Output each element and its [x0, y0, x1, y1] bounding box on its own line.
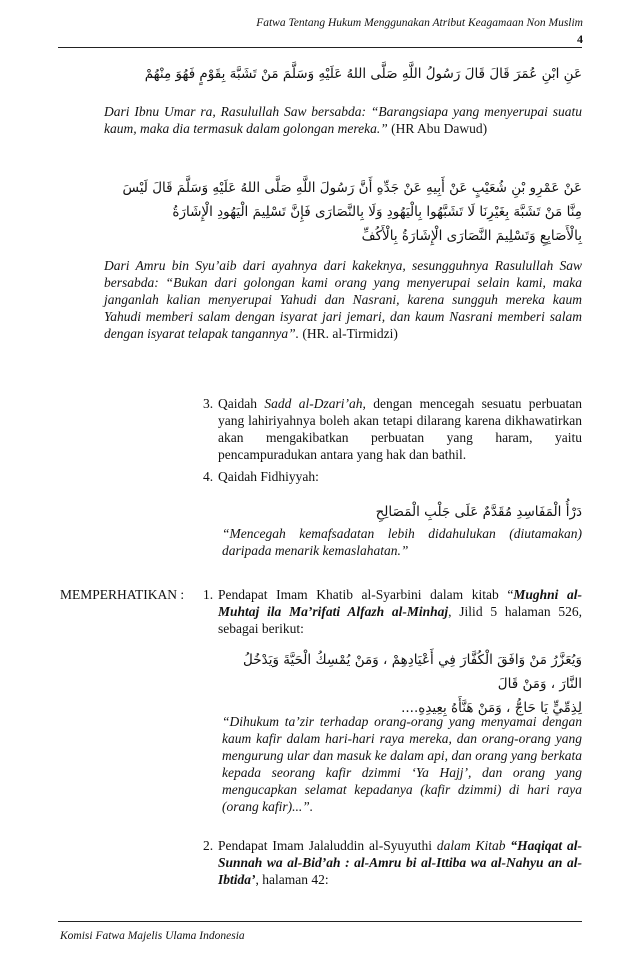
item-3-lead: Qaidah	[218, 396, 265, 411]
item-3-body: dengan mencegah sesuatu perbuatan yang lahiriyahnya boleh akan tetapi dilarang karena dikhawatirkan akan mengakibatkan perbuatan yang haram, yaitu pencampuradukan antara yang hak dan bathil.	[218, 396, 583, 462]
qaidah-arabic: دَرْأُ الْمَفَاسِدِ مُقَدَّمٌ عَلَى جَلْبِ الْمَصَالِحِ	[375, 504, 582, 520]
hadith-2-arabic	[100, 176, 582, 248]
hadith-1-translation-text: Dari Ibnu Umar ra, Rasulullah Saw bersabda: “Barangsiapa yang menyerupai suatu kaum, maka dia termasuk dalam golongan mereka.”	[104, 104, 582, 136]
item-1-body: , Jilid 5 halaman 526, sebagai berikut:	[218, 604, 582, 636]
hadith-2-arabic-line: بِالْأَصَابِعِ وَتَسْلِيمَ النَّصَارَى الْإِشَارَةُ بِالْأَكُفِّ	[361, 228, 582, 244]
footer-text: Komisi Fatwa Majelis Ulama Indonesia	[60, 930, 245, 942]
item-3-term: Sadd al-Dzari’ah,	[264, 396, 366, 411]
memperhatikan-item-2-number: 2.	[203, 838, 214, 853]
syarbini-arabic	[218, 648, 582, 720]
item-2-lead: Pendapat Imam Jalaluddin al-Syuyuthi	[218, 838, 437, 853]
header-rule	[58, 47, 582, 48]
item-2-lead-italic: dalam Kitab	[436, 838, 506, 853]
running-header: Fatwa Tentang Hukum Menggunakan Atribut Keagamaan Non Muslim	[256, 17, 583, 29]
item-2-body: , halaman 42:	[255, 872, 329, 887]
syarbini-translation: “Dihukum ta’zir terhadap orang-orang yang menyamai dengan kaum kafir dalam hari-hari raya mereka, dan orang-orang yang mengurung ular dan masuk ke dalam api, dan orang yang berkata kepada seorang kafir dzimmi ‘Ya Hajj’, dan orang yang mengucapkan selamat kepadanya (kafir dzimmi) di hari raya (orang kafir)...”.	[222, 714, 582, 814]
item-2-book-title: “Haqiqat al-Sunnah wa al-Bid’ah : al-Amru bi al-Ittiba wa al-Nahyu an al-Ibtida’	[218, 838, 582, 887]
item-1-lead: Pendapat Imam Khatib al-Syarbini dalam kitab “	[218, 587, 514, 602]
section-label-memperhatikan: MEMPERHATIKAN :	[60, 587, 185, 602]
item-4-number: 4.	[203, 469, 214, 484]
syarbini-arabic-line: وَيُعَزَّرُ مَنْ وَافَقَ الْكُفَّارَ فِي أَعْيَادِهِمْ ، وَمَنْ يُمْسِكُ الْحَيَّةَ وَيَدْخُلُ النَّارَ ، وَمَنْ قَالَ	[243, 652, 582, 692]
memperhatikan-item-1-text	[218, 586, 582, 637]
memperhatikan-item-1-number: 1.	[203, 587, 214, 602]
hadith-1-source: (HR Abu Dawud)	[387, 121, 488, 136]
syarbini-arabic-line: لِذِمِّيٍّ يَا حَاجُّ ، وَمَنْ هَنَّأَهُ بِعِيدِهِ....	[401, 700, 582, 716]
hadith-2-translation	[104, 257, 582, 342]
hadith-2-translation-text: Dari Amru bin Syu’aib dari ayahnya dari kakeknya, sesungguhnya Rasulullah Saw bersabda: “Bukan dari golongan kami orang yang menyerupai selain kami, maka janganlah kalian menyerupai Yahudi dan Nasrani, karena sungguh mereka kaum Yahudi memberi salam dengan isyarat jari jemari, dan kaum Nasrani memberi salam dengan isyarat telapak tangannya”.	[104, 258, 582, 341]
hadith-2-source: (HR. al-Tirmidzi)	[298, 326, 398, 341]
item-4-text: Qaidah Fidhiyyah:	[218, 469, 319, 484]
item-3-text	[218, 395, 582, 463]
hadith-1-arabic: عَنِ ابْنِ عُمَرَ قَالَ قَالَ رَسُولُ اللَّهِ صَلَّى اللهُ عَلَيْهِ وَسَلَّمَ مَنْ تَشَبَّهَ بِقَوْمٍ فَهُوَ مِنْهُمْ	[144, 66, 582, 82]
footer-rule	[58, 921, 582, 922]
page-number: 4	[577, 32, 583, 46]
hadith-1-translation	[104, 103, 582, 137]
hadith-2-arabic-line: مِنَّا مَنْ تَشَبَّهَ بِغَيْرِنَا لَا تَشَبَّهُوا بِالْيَهُودِ وَلَا بِالنَّصَارَى فَإِنَّ تَسْلِيمَ الْيَهُودِ الْإِشَارَةُ	[172, 204, 582, 220]
item-3-number: 3.	[203, 396, 214, 411]
hadith-2-arabic-line: عَنْ عَمْرِو بْنِ شُعَيْبٍ عَنْ أَبِيهِ عَنْ جَدِّهِ أَنَّ رَسُولَ اللَّهِ صَلَّى اللهُ عَلَيْهِ وَسَلَّمَ قَالَ لَيْسَ	[122, 180, 582, 196]
item-1-book-title: Mughni al-Muhtaj ila Ma’rifati Alfazh al-Minhaj	[218, 587, 582, 619]
qaidah-translation: “Mencegah kemafsadatan lebih didahulukan (diutamakan) daripada menarik kemaslahatan.”	[222, 526, 582, 558]
memperhatikan-item-2-text	[218, 837, 582, 888]
